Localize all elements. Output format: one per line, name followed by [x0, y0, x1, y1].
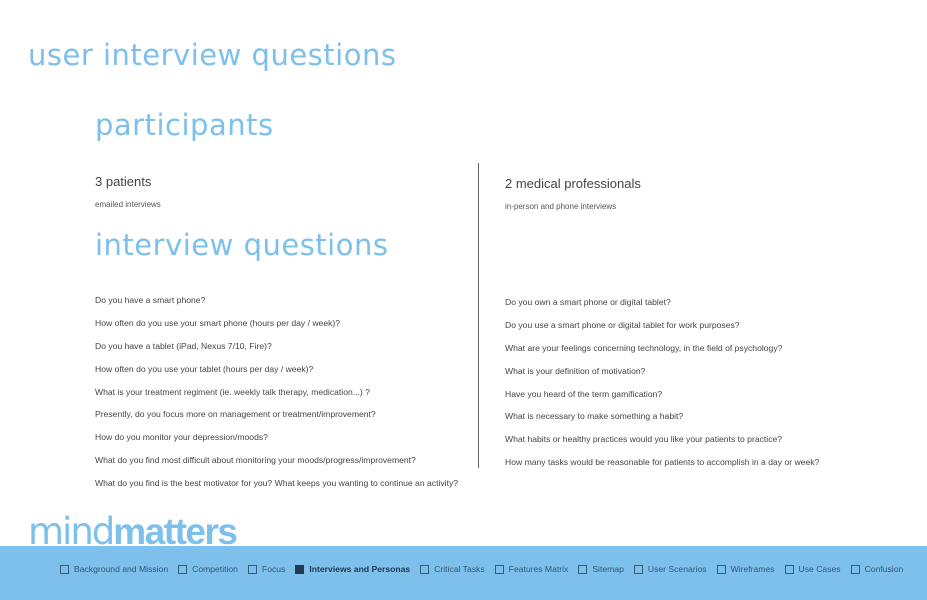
list-item: What is necessary to make something a habit?: [505, 411, 684, 422]
patients-label: 3 patients: [95, 174, 152, 189]
nav-item-critical-tasks[interactable]: [420, 564, 484, 574]
column-divider: [478, 163, 479, 468]
checkbox-icon[interactable]: [60, 565, 69, 574]
bottom-navbar: [0, 546, 927, 600]
mindmatters-logo: [28, 512, 236, 552]
checkbox-icon[interactable]: [420, 565, 429, 574]
list-item: Do you have a tablet (iPad, Nexus 7/10, Fire)?: [95, 340, 272, 351]
professionals-label: 2 medical professionals: [505, 176, 641, 191]
checkbox-checked-icon[interactable]: [295, 565, 304, 574]
checkbox-icon[interactable]: [851, 565, 860, 574]
checkbox-icon[interactable]: [495, 565, 504, 574]
list-item: Presently, do you focus more on management or treatment/improvement?: [95, 409, 376, 420]
list-item: How often do you use your smart phone (hours per day / week)?: [95, 317, 341, 328]
nav-item-label: Features Matrix: [508, 564, 569, 574]
list-item: What do you find most difficult about monitoring your moods/progress/improvement?: [95, 455, 416, 466]
list-item: Have you heard of the term gamification?: [505, 388, 663, 399]
list-item: How do you monitor your depression/moods?: [95, 432, 268, 443]
interview-questions-heading: interview questions: [95, 228, 389, 262]
checkbox-icon[interactable]: [634, 565, 643, 574]
list-item: What habits or healthy practices would you like your patients to practice?: [505, 434, 783, 445]
checkbox-icon[interactable]: [578, 565, 587, 574]
nav-item-wireframes[interactable]: [717, 564, 775, 574]
nav-item-user-scenarios[interactable]: [634, 564, 707, 574]
nav-item-confusion[interactable]: [851, 564, 904, 574]
logo-bold-text: matters: [113, 511, 237, 552]
nav-item-label: Focus: [261, 564, 286, 574]
nav-item-label-active: Interviews and Personas: [309, 564, 411, 574]
professionals-method: in-person and phone interviews: [505, 202, 617, 211]
list-item: How many tasks would be reasonable for patients to accomplish in a day or week?: [505, 457, 820, 468]
logo-light-text: mind: [28, 510, 114, 553]
list-item: Do you own a smart phone or digital tablet?: [505, 297, 671, 307]
nav-item-features-matrix[interactable]: [495, 564, 569, 574]
checkbox-icon[interactable]: [178, 565, 187, 574]
nav-item-label: Use Cases: [798, 564, 841, 574]
nav-item-label: Critical Tasks: [434, 564, 485, 574]
list-item: What are your feelings concerning technology, in the field of psychology?: [505, 342, 783, 353]
list-item: How often do you use your tablet (hours per day / week)?: [95, 363, 314, 374]
patient-questions-list: [95, 294, 458, 500]
patients-method: emailed interviews: [95, 200, 161, 209]
checkbox-icon[interactable]: [248, 565, 257, 574]
nav-item-focus[interactable]: [248, 564, 285, 574]
checkbox-icon[interactable]: [785, 565, 794, 574]
nav-item-background-and-mission[interactable]: [60, 564, 168, 574]
list-item: What is your definition of motivation?: [505, 365, 646, 376]
list-item: Do you have a smart phone?: [95, 295, 206, 305]
section-nav: [60, 564, 913, 574]
participants-heading: participants: [95, 108, 274, 142]
nav-item-use-cases[interactable]: [785, 564, 841, 574]
nav-item-label: Sitemap: [592, 564, 624, 574]
checkbox-icon[interactable]: [717, 565, 726, 574]
nav-item-label: User Scenarios: [647, 564, 707, 574]
page-title: user interview questions: [28, 38, 397, 72]
list-item: What do you find is the best motivator for you? What keeps you wanting to continue an activity?: [95, 478, 459, 489]
list-item: What is your treatment regiment (ie. weekly talk therapy, medication...) ?: [95, 386, 370, 397]
nav-item-label: Background and Mission: [74, 564, 169, 574]
professional-questions-list: [505, 296, 819, 479]
nav-item-label: Competition: [192, 564, 238, 574]
list-item: Do you use a smart phone or digital tablet for work purposes?: [505, 319, 740, 330]
nav-item-label: Wireframes: [730, 564, 775, 574]
nav-item-interviews-and-personas[interactable]: [295, 564, 410, 574]
nav-item-competition[interactable]: [178, 564, 238, 574]
nav-item-label: Confusion: [864, 564, 904, 574]
nav-item-sitemap[interactable]: [578, 564, 624, 574]
